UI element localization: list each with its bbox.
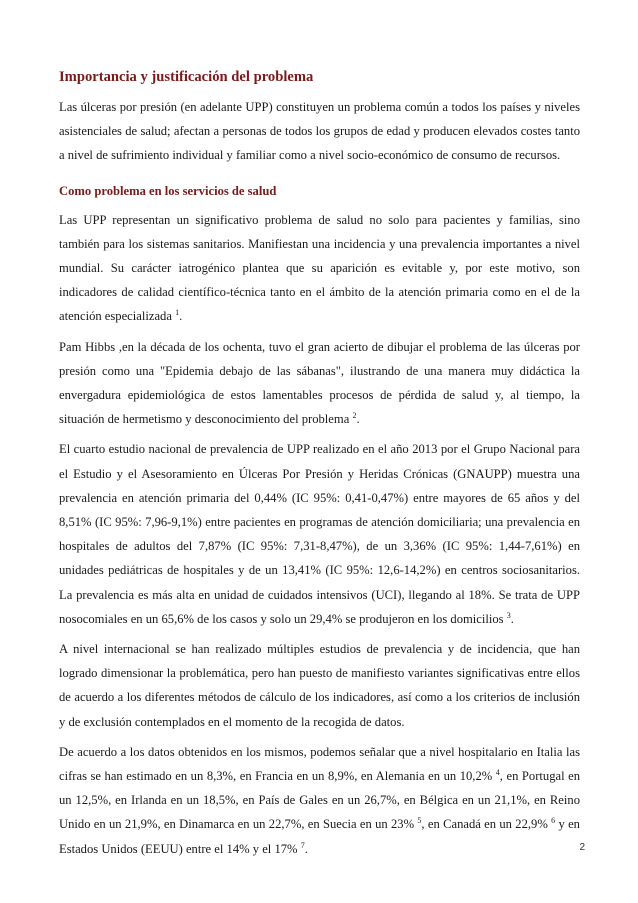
footnote-ref-1: 1 xyxy=(175,308,180,318)
paragraph-2 xyxy=(59,335,580,432)
section-heading: Como problema en los servicios de salud xyxy=(59,183,277,198)
page-number: 2 xyxy=(579,842,585,853)
footnote-ref-5: 5 xyxy=(417,816,422,826)
paragraph-5-part-d: y en Estados Unidos (EEUU) entre el 14% y el 17% xyxy=(59,817,580,856)
paragraph-5 xyxy=(59,740,580,861)
paragraph-3 xyxy=(59,437,580,631)
paragraph-5-part-b: , en Portugal en un 12,5%, en Irlanda en un 18,5%, en País de Gales en un 26,7%, en Bélgica en un 21,1%, en Reino Unido en un 21,9%, en Dinamarca en un 22,7%, en Suecia en un 23% xyxy=(59,769,581,832)
page-content xyxy=(59,68,580,867)
paragraph-1 xyxy=(59,208,580,329)
intro-paragraph: Las úlceras por presión (en adelante UPP) constituyen un problema común a todos los países y niveles asistenciales de salud; afectan a personas de todos los grupos de edad y producen elevados costes tanto a nivel de sufrimiento individual y familiar como a nivel socio-económico de consumo de recursos. xyxy=(59,100,580,163)
paragraph-1-end: . xyxy=(179,309,183,324)
footnote-ref-2: 2 xyxy=(352,411,357,421)
paragraph-5-part-c: , en Canadá en un 22,9% xyxy=(421,817,548,832)
paragraph-2-end: . xyxy=(356,412,360,427)
page-title: Importancia y justificación del problema xyxy=(59,69,314,85)
footnote-ref-3: 3 xyxy=(506,610,511,620)
paragraph-5-part-a: De acuerdo a los datos obtenidos en los mismos, podemos señalar que a nivel hospitalario en Italia las cifras se han estimado en un 8,3%, en Francia en un 8,9%, en Alemania en un 10,2% xyxy=(59,744,580,784)
paragraph-1-text: Las UPP representan un significativo problema de salud no solo para pacientes y familias, sino también para los sistemas sanitarios. Manifiestan una incidencia y una prevalencia importantes a nivel mundial. Su carácter iatrogénico plantea que su aparición es evitable y, por este motivo, son indicadores de calidad científico-técnica tanto en el ámbito de la atención primaria como en el de la atención especializada xyxy=(59,212,580,324)
paragraph-3-end: . xyxy=(510,611,514,626)
paragraph-3-text: El cuarto estudio nacional de prevalencia de UPP realizado en el año 2013 por el Grupo Nacional para el Estudio y el Asesoramiento en Úlceras Por Presión y Heridas Crónicas (GNAUPP) muestra una prevalencia en atención primaria del 0,44% (IC 95%: 0,41-0,47%) entre mayores de 65 años y del 8,51% (IC 95%: 7,96-9,1%) entre pacientes en programas de atención domiciliaria; una prevalencia en hospitales de adultos del 7,87% (IC 95%: 7,31-8,47%), de un 3,36% (IC 95%: 1,44-7,61%) en unidades pediátricas de hospitales y de un 13,41% (IC 95%: 12,6-14,2%) en centros sociosanitarios. La prevalencia es más alta en unidad de cuidados intensivos (UCI), llegando al 18%. Se trata de UPP nosocomiales en un 65,6% de los casos y solo un 29,4% se produjeron en los domicilios xyxy=(59,442,580,626)
footnote-ref-6: 6 xyxy=(551,816,556,826)
footnote-ref-7: 7 xyxy=(300,840,305,850)
paragraph-5-part-e: . xyxy=(304,841,308,856)
paragraph-2-text: Pam Hibbs ,en la década de los ochenta, tuvo el gran acierto de dibujar el problema de las úlceras por presión como una "Epidemia debajo de las sábanas", ilustrando de una manera muy didáctica la envergadura epidemiológica de estos lamentables procesos de pérdida de salud y, al tiempo, la situación de hermetismo y desconocimiento del problema xyxy=(59,339,580,427)
footnote-ref-4: 4 xyxy=(495,768,500,778)
paragraph-4: A nivel internacional se han realizado múltiples estudios de prevalencia y de incidencia, que han logrado dimensionar la problemática, pero han puesto de manifiesto variantes significativas entre ellos de acuerdo a los diferentes métodos de cálculo de los indicadores, así como a los criterios de inclusión y de exclusión contemplados en el momento de la recogida de datos. xyxy=(59,642,580,729)
